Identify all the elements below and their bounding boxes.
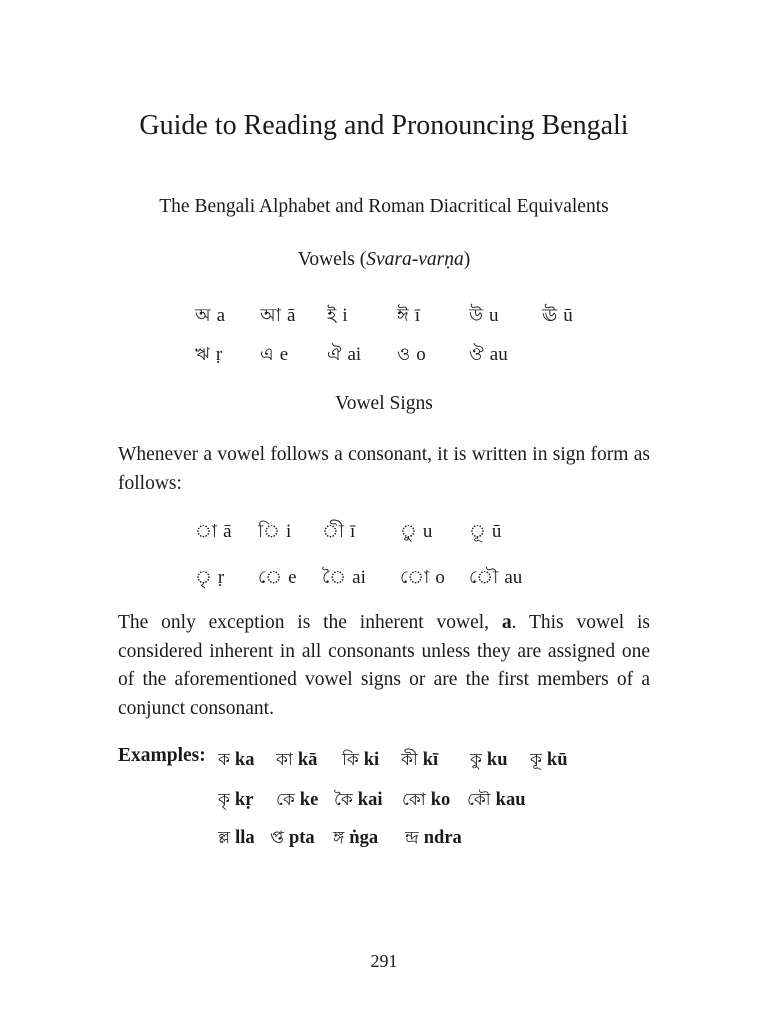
example-entry: [218, 747, 254, 775]
vowels-heading-suffix: ): [463, 249, 471, 270]
roman-letter: au: [489, 344, 508, 365]
example-entry: [270, 825, 315, 853]
vowel-entry: [397, 340, 426, 371]
bengali-letter: কে: [276, 790, 295, 810]
bengali-letter: ন্দ্র: [405, 828, 419, 848]
vowel-sign: ে: [258, 567, 283, 588]
bengali-letter: উ: [469, 305, 484, 326]
roman-letter: ku: [486, 750, 508, 770]
vowel-entry: [542, 301, 573, 332]
example-entry: [334, 787, 382, 815]
roman-letter: kū: [546, 750, 568, 770]
roman-letter: ṛ: [215, 344, 223, 365]
vowel-sign-entry: [400, 517, 432, 548]
vowel-signs-heading: Vowel Signs: [335, 393, 433, 414]
inherent-vowel: a: [501, 612, 512, 633]
roman-letter: e: [288, 567, 297, 588]
roman-letter: kau: [495, 790, 526, 810]
example-entry: [276, 787, 318, 815]
roman-letter: kai: [357, 790, 383, 810]
example-entry: [333, 825, 378, 853]
roman-letter: ṅga: [349, 828, 379, 848]
bengali-letter: কূ: [530, 750, 542, 770]
vowel-sign: ী: [322, 521, 345, 542]
vowel-entry: [469, 301, 499, 332]
roman-letter: kā: [297, 750, 318, 770]
vowel-sign-entry: [469, 517, 501, 548]
bengali-letter: ঐ: [327, 344, 342, 365]
vowel-entry: [327, 340, 361, 371]
bengali-letter: কী: [401, 750, 418, 770]
bengali-letter: ই: [327, 305, 337, 326]
roman-letter: o: [416, 344, 426, 365]
roman-letter: ko: [430, 790, 451, 810]
vowel-sign: ৈ: [322, 567, 347, 588]
vowel-sign-entry: [195, 563, 224, 594]
roman-letter: ā: [287, 305, 296, 326]
vowel-sign: ু: [400, 521, 417, 542]
bengali-letter: কৈ: [334, 790, 353, 810]
page-number: 291: [370, 951, 398, 971]
roman-letter: pta: [288, 828, 315, 848]
roman-letter: au: [504, 567, 523, 588]
roman-letter: i: [342, 305, 348, 326]
vowel-sign: ো: [400, 567, 430, 588]
roman-letter: u: [489, 305, 499, 326]
roman-letter: ī: [350, 521, 356, 542]
roman-letter: u: [422, 521, 433, 542]
roman-letter: ndra: [423, 828, 462, 848]
roman-letter: ū: [491, 521, 502, 542]
roman-letter: ke: [299, 790, 319, 810]
bengali-letter: ঋ: [195, 344, 210, 365]
roman-letter: ai: [352, 567, 366, 588]
vowel-sign-entry: [195, 517, 232, 548]
vowels-heading-prefix: Vowels (: [297, 249, 367, 270]
bengali-letter: ল্ল: [218, 828, 231, 848]
exception-text-after: . This vowel is considered inherent in all consonants unless they are assigned one of the aforementioned vowel signs or are the first members of a conjunct consonant.: [118, 612, 650, 719]
roman-letter: ki: [363, 750, 380, 770]
vowel-sign-entry: [322, 563, 366, 594]
roman-letter: o: [435, 567, 445, 588]
vowel-entry: [195, 340, 222, 371]
bengali-letter: ও: [397, 344, 411, 365]
roman-letter: lla: [235, 828, 255, 848]
examples-label: Examples:: [118, 745, 206, 766]
bengali-letter: কু: [470, 750, 482, 770]
vowel-entry: [469, 340, 508, 371]
page-title: Guide to Reading and Pronouncing Bengali: [139, 110, 629, 141]
vowels-heading: [0, 249, 768, 271]
vowel-entry: [327, 301, 348, 332]
example-entry: [402, 787, 450, 815]
vowel-entry: [260, 340, 288, 371]
example-entry: [470, 747, 507, 775]
vowel-sign: া: [195, 521, 218, 542]
bengali-letter: অ: [195, 305, 211, 326]
vowel-sign: ৌ: [469, 567, 499, 588]
vowel-sign-entry: [469, 563, 522, 594]
roman-letter: ṛ: [217, 567, 225, 588]
vowel-sign-entry: [400, 563, 445, 594]
vowel-sign-entry: [322, 517, 355, 548]
roman-letter: ka: [234, 750, 255, 770]
example-entry: [276, 747, 317, 775]
vowel-signs-intro: Whenever a vowel follows a consonant, it is written in sign form as follows:: [118, 444, 650, 494]
example-entry: [467, 787, 525, 815]
exception-paragraph: [118, 609, 650, 723]
example-entry: [405, 825, 462, 853]
roman-letter: kī: [422, 750, 439, 770]
vowel-sign-entry: [258, 517, 291, 548]
bengali-letter: কা: [276, 750, 293, 770]
vowel-sign: ূ: [469, 521, 486, 542]
bengali-letter: কৃ: [218, 790, 230, 810]
bengali-letter: এ: [260, 344, 274, 365]
vowels-heading-italic: Svara-varṇa: [366, 249, 464, 270]
vowel-sign-entry: [258, 563, 297, 594]
roman-letter: ā: [223, 521, 232, 542]
exception-text-before: The only exception is the inherent vowel,: [118, 612, 502, 633]
vowel-entry: [195, 301, 225, 332]
vowel-entry: [260, 301, 295, 332]
example-entry: [342, 747, 379, 775]
roman-letter: e: [279, 344, 289, 365]
roman-letter: ai: [347, 344, 362, 365]
bengali-letter: ঔ: [469, 344, 484, 365]
vowel-sign: ৃ: [195, 567, 212, 588]
bengali-letter: ঙ্গ: [333, 828, 345, 848]
bengali-letter: প্ত: [270, 828, 284, 848]
bengali-letter: কো: [402, 790, 426, 810]
bengali-letter: আ: [260, 305, 281, 326]
bengali-letter: ঈ: [397, 305, 409, 326]
bengali-letter: ঊ: [542, 305, 558, 326]
roman-letter: a: [216, 305, 226, 326]
bengali-letter: ক: [218, 750, 230, 770]
roman-letter: i: [286, 521, 292, 542]
alphabet-heading: The Bengali Alphabet and Roman Diacritical Equivalents: [159, 196, 609, 217]
vowel-entry: [397, 301, 420, 332]
roman-letter: ī: [414, 305, 421, 326]
example-entry: [218, 787, 253, 815]
example-entry: [218, 825, 255, 853]
example-entry: [530, 747, 567, 775]
bengali-letter: কৌ: [467, 790, 491, 810]
vowel-sign: ি: [258, 521, 281, 542]
example-entry: [401, 747, 438, 775]
roman-letter: ū: [563, 305, 573, 326]
roman-letter: kṛ: [234, 790, 254, 810]
bengali-letter: কি: [342, 750, 359, 770]
